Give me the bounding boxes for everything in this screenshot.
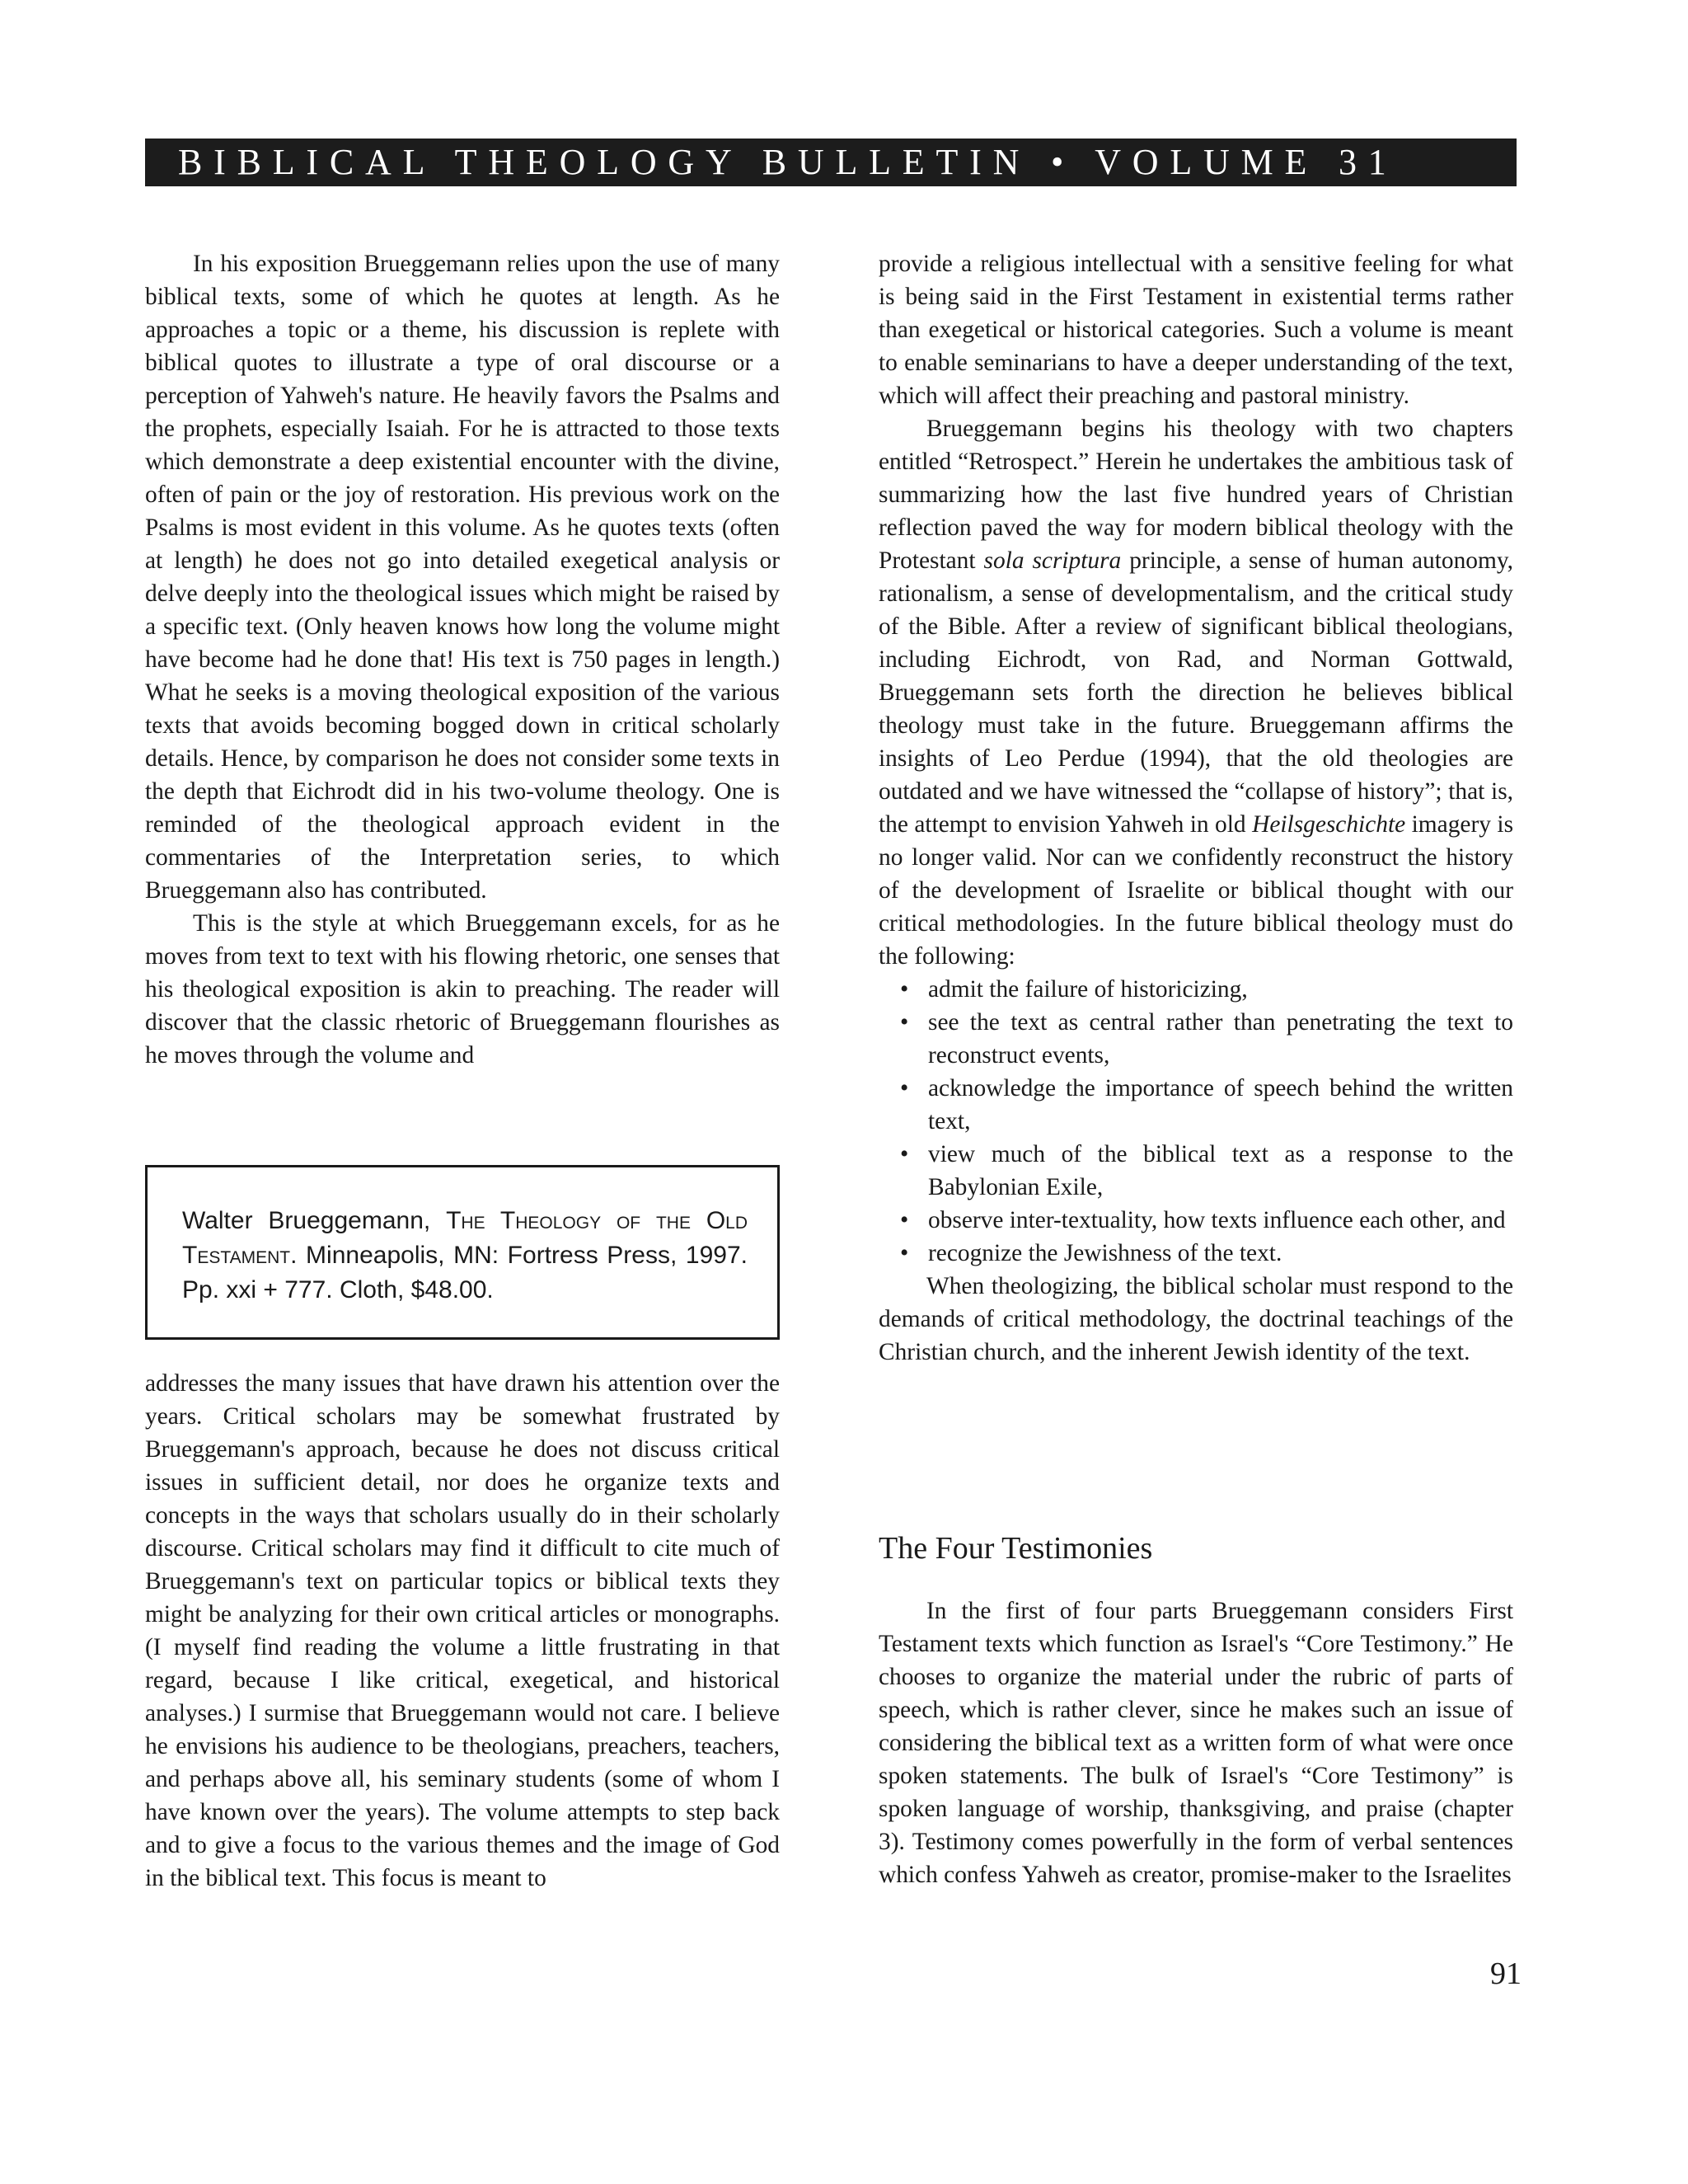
list-item: • view much of the biblical text as a response to the Babylonian Exile,	[879, 1138, 1513, 1204]
italic-term: Heilsgeschichte	[1252, 811, 1406, 838]
paragraph: addresses the many issues that have drawn his attention over the years. Critical scholars may be somewhat frustrated by Brueggemann's approach, because he does not discuss critical issues in sufficient detail, nor does he organize texts and concepts in the ways that scholars usually do in their scholarly discourse. Critical scholars may find it difficult to cite much of Brueggemann's text on particular topics or biblical texts they might be analyzing for their own critical articles or monographs. (I myself find reading the volume a little frustrating in that regard, because I like critical, exegetical, and historical analyses.) I surmise that Brueggemann would not care. I believe he envisions his audience to be theologians, preachers, teachers, and perhaps above all, his seminary students (some of whom I have known over the years). The volume attempts to step back and to give a focus to the various themes and the image of God in the biblical text. This focus is meant to	[145, 1370, 780, 1891]
paragraph: provide a religious intellectual with a sensitive feeling for what is being said in the First Testament in existential terms rather than exegetical or historical categories. Such a volume is meant to enable seminarians to have a deeper understanding of the text, which will affect their preaching and pastoral ministry.	[879, 251, 1513, 409]
list-item: • see the text as central rather than penetrating the text to reconstruct events,	[879, 1006, 1513, 1072]
left-column-bottom	[145, 1367, 780, 1895]
bullet-list	[879, 973, 1513, 1270]
right-column-top	[879, 247, 1513, 1369]
paragraph: In his exposition Brueggemann relies upon the use of many biblical texts, some of which he quotes at length. As he approaches a topic or a theme, his discussion is replete with biblical quotes to illustrate a type of oral discourse or a perception of Yahweh's nature. He heavily favors the Psalms and the prophets, especially Isaiah. For he is attracted to those texts which demonstrate a deep existential encounter with the divine, often of pain or the joy of restoration. His previous work on the Psalms is most evident in this volume. As he quotes texts (often at length) he does not go into detailed exegetical analysis or delve deeply into the theological issues which might be raised by a specific text. (Only heaven knows how long the volume might have become had he done that! His text is 750 pages in length.) What he seeks is a moving theological exposition of the various texts that avoids becoming bogged down in critical scholarly details. Hence, by comparison he does not consider some texts in the depth that Eichrodt did in his two-volume theology. One is reminded of the theological approach evident in the commentaries of the Interpretation series, to which Brueggemann also has contributed.	[145, 251, 780, 904]
text-run: imagery is no longer valid. Nor can we confidently reconstruct the history of the development of Israelite or biblical thought with our critical methodologies. In the future biblical theology must do the following:	[879, 811, 1514, 970]
list-item: • recognize the Jewishness of the text.	[879, 1237, 1513, 1270]
text-run: principle, a sense of human autonomy, rationalism, a sense of developmentalism, and the critical study of the Bible. After a review of significant biblical theologians, including Eichrodt, von Rad, and Norman Gottwald, Brueggemann sets forth the direction he believes biblical theology must take in the future. Brueggemann affirms the insights of Leo Perdue (1994), that the old theologies are outdated and we have witnessed the “collapse of history”; that is, the attempt to envision Yahweh in old	[879, 547, 1513, 838]
citation-title: The Theology of the Old Testament	[182, 1207, 748, 1269]
left-column-top	[145, 247, 780, 1072]
right-column-bottom	[879, 1595, 1513, 1891]
running-header-bar	[145, 139, 1517, 186]
paragraph: In the first of four parts Brueggemann considers First Testament texts which function as Israel's “Core Testimony.” He chooses to organize the material under the rubric of parts of speech, which is rather clever, since he makes such an issue of considering the biblical text as a written form of what were once spoken statements. The bulk of Israel's “Core Testimony” is spoken language of worship, thanksgiving, and praise (chapter 3). Testimony comes powerfully in the form of verbal sentences which confess Yahweh as creator, promise-maker to the Israelites	[879, 1598, 1513, 1888]
list-item: • admit the failure of historicizing,	[879, 973, 1513, 1006]
italic-term: sola scriptura	[983, 547, 1122, 574]
list-item: • observe inter-textuality, how texts influence each other, and	[879, 1204, 1513, 1237]
citation-publication: . Minneapolis, MN: Fortress Press, 1997. Pp. xxi + 777. Cloth, $48.00.	[182, 1242, 748, 1303]
paragraph: When theologizing, the biblical scholar must respond to the demands of critical methodology, the doctrinal teachings of the Christian church, and the inherent Jewish identity of the text.	[879, 1273, 1513, 1365]
book-citation-box	[145, 1165, 780, 1340]
citation-author: Walter Brueggemann,	[182, 1207, 431, 1234]
list-item: • acknowledge the importance of speech behind the written text,	[879, 1072, 1513, 1138]
text-run: Brueggemann begins his theology with two chapters entitled “Retrospect.” Herein he undertakes the ambitious task of summarizing how the last five hundred years of Christian reflection paved the way for modern biblical theology with the Protestant	[879, 416, 1513, 574]
section-heading: The Four Testimonies	[879, 1531, 1153, 1566]
page-number: 91	[1490, 1956, 1522, 1991]
paragraph	[879, 412, 1513, 973]
running-head: BIBLICAL THEOLOGY BULLETIN • VOLUME 31	[178, 142, 1398, 182]
paragraph: This is the style at which Brueggemann excels, for as he moves from text to text with his flowing rhetoric, one senses that his theological exposition is akin to preaching. The reader will discover that the classic rhetoric of Brueggemann flourishes as he moves through the volume and	[145, 910, 780, 1069]
